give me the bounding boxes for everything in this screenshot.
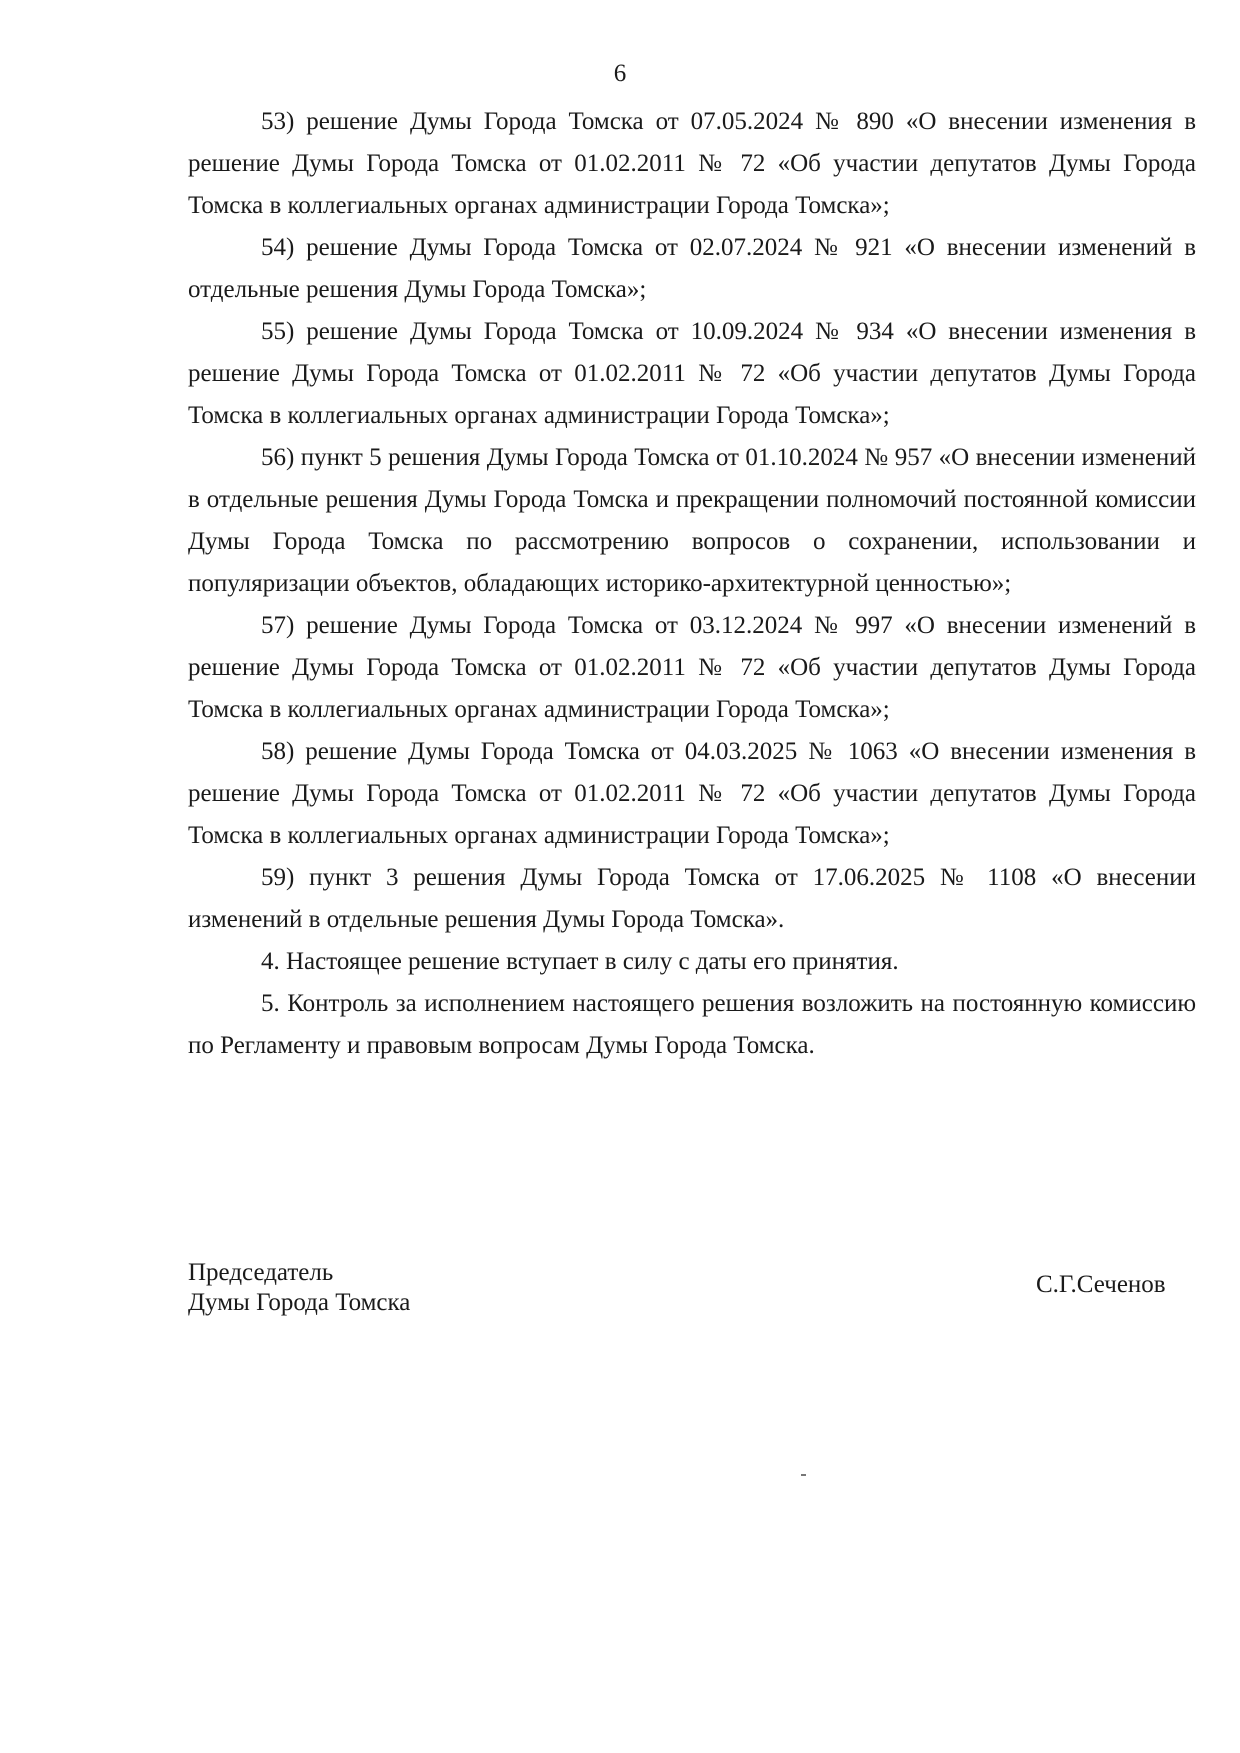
clause-4: 4. Настоящее решение вступает в силу с даты его принятия. xyxy=(261,948,899,975)
item-59: 59) пункт 3 решения Думы Города Томска от 17.06.2025 № 1108 «О внесении изменений в отдельные решения Думы Города Томска». xyxy=(188,864,1196,933)
item-54: 54) решение Думы Города Томска от 02.07.2024 № 921 «О внесении изменений в отдельные решения Думы Города Томска»; xyxy=(188,234,1196,303)
signatory-name: С.Г.Сеченов xyxy=(1036,1271,1166,1298)
page-number: 6 xyxy=(613,60,627,87)
item-56: 56) пункт 5 решения Думы Города Томска от 01.10.2024 № 957 «О внесении изменений в отдельные решения Думы Города Томска и прекращении полномочий постоянной комиссии Думы Города Томска по рассмотрению вопросов о сохранении, использовании и популяризации объектов, обладающих историко-архитектурной ценностью»; xyxy=(188,444,1196,597)
item-53: 53) решение Думы Города Томска от 07.05.2024 № 890 «О внесении изменения в решение Думы Города Томска от 01.02.2011 № 72 «Об участии депутатов Думы Города Томска в коллегиальных органах администрации Города Томска»; xyxy=(188,108,1196,219)
document-body xyxy=(188,101,1196,1067)
item-57: 57) решение Думы Города Томска от 03.12.2024 № 997 «О внесении изменений в решение Думы Города Томска от 01.02.2011 № 72 «Об участии депутатов Думы Города Томска в коллегиальных органах администрации Города Томска»; xyxy=(188,612,1196,723)
item-55: 55) решение Думы Города Томска от 10.09.2024 № 934 «О внесении изменения в решение Думы Города Томска от 01.02.2011 № 72 «Об участии депутатов Думы Города Томска в коллегиальных органах администрации Города Томска»; xyxy=(188,318,1196,429)
item-58: 58) решение Думы Города Томска от 04.03.2025 № 1063 «О внесении изменения в решение Думы Города Томска от 01.02.2011 № 72 «Об участии депутатов Думы Города Томска в коллегиальных органах администрации Города Томска»; xyxy=(188,738,1196,849)
scan-speck xyxy=(801,1474,806,1476)
position-organization: Думы Города Томска xyxy=(188,1289,411,1316)
clause-5: 5. Контроль за исполнением настоящего решения возложить на постоянную комиссию по Регламенту и правовым вопросам Думы Города Томска. xyxy=(188,990,1196,1059)
signatory-position xyxy=(188,1258,410,1318)
position-title: Председатель xyxy=(188,1259,334,1286)
